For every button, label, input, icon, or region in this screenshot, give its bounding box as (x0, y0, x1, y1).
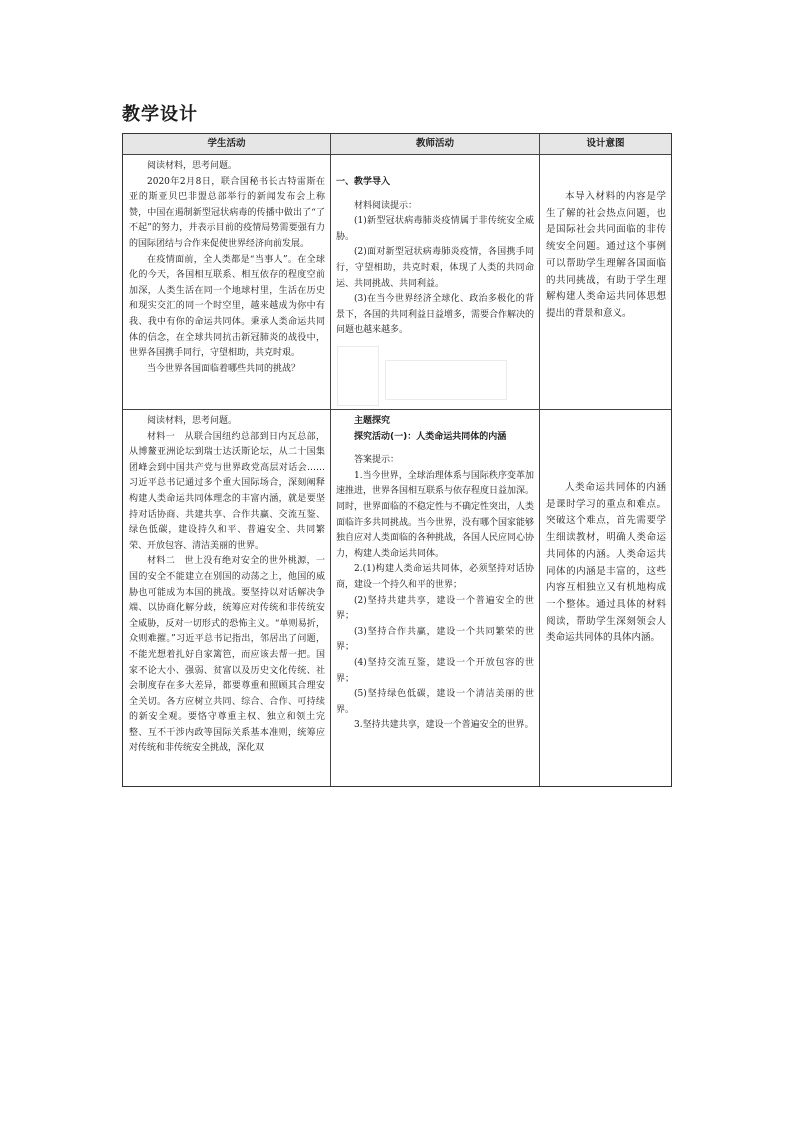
column-divider (330, 134, 331, 786)
row1-teacher-cell (336, 175, 534, 339)
row1-design-cell (546, 189, 666, 323)
header-design: 设计意图 (540, 134, 671, 154)
section-heading: 一、教学导入 (336, 177, 391, 187)
teacher-paragraph: (1)新型冠状病毒肺炎疫情属于非传统安全威胁。 (336, 216, 534, 242)
student-paragraph: 在疫情面前，全人类都是“当事人”。在全球化的今天，各国相互联系、相互依存的程度空前加深，人类生活在同一个地球村里，生活在历史和现实交汇的同一个时空里，越来越成为你中有我、我中有你的命运共同体。秉承人类命运共同体的信念，在全球共同抗击新冠肺炎的战役中，世界各国携手同行，守望相助，共克时艰。 (129, 254, 325, 359)
teacher-paragraph: (4)坚持交流互鉴，建设一个开放包容的世界； (336, 657, 534, 684)
teacher-paragraph: 3.坚持共建共享，建设一个普遍安全的世界。 (354, 720, 534, 731)
column-divider (539, 134, 540, 786)
header-teacher: 教师活动 (331, 134, 539, 154)
section-heading: 主题探究 (354, 416, 391, 426)
header-student: 学生活动 (123, 134, 330, 154)
teacher-paragraph: (2)坚持共建共享，建设一个普遍安全的世界； (336, 595, 534, 622)
design-intent-text: 本导入材料的内容是学生了解的社会热点问题，也是国际社会共同面临的非传统安全问题。通过这个事例可以帮助学生理解各国面临的共同挑战，有助于学生理解构建人类命运共同体思想提出的背景和意义。 (546, 191, 666, 319)
teacher-paragraph: 答案提示： (354, 455, 400, 466)
student-paragraph: 材料一 从联合国纽约总部到日内瓦总部，从博鳌亚洲论坛到瑞士达沃斯论坛，从二十国集团峰会到中国共产党与世界政党高层对话会……习近平总书记通过多个重大国际场合，深刻阐释构建人类命运共同体理念的丰富内涵，就是要坚持对话协商、共建共享、合作共赢、交流互鉴、绿色低碳，建设持久和平、普遍安全、共同繁荣、开放包容、清洁美丽的世界。 (129, 431, 325, 551)
bleed-through-mark (385, 360, 507, 400)
header-divider (123, 154, 671, 155)
student-paragraph: 阅读材料，思考问题。 (147, 161, 238, 171)
design-intent-text: 人类命运共同体的内涵是课时学习的重点和难点。突破这个难点，首先需要学生细读教材，明确人类命运共同体的内涵。人类命运共同体的内涵是丰富的，这些内容互相独立又有机地构成一个整体。通过具体的材料阅读，帮助学生深刻领会人类命运共同体的具体内涵。 (546, 482, 666, 644)
bleed-through-mark (337, 346, 379, 406)
row2-student-cell (129, 414, 325, 757)
lesson-design-table (122, 133, 672, 787)
row1-student-cell (129, 159, 325, 377)
row2-teacher-cell (336, 414, 534, 734)
student-paragraph: 阅读材料，思考问题。 (147, 416, 238, 426)
teacher-paragraph: 材料阅读提示： (354, 200, 418, 211)
teacher-paragraph: (3)坚持合作共赢，建设一个共同繁荣的世界； (336, 626, 534, 653)
teacher-paragraph: 2.(1)构建人类命运共同体，必须坚持对话协商，建设一个持久和平的世界； (336, 564, 534, 590)
row2-design-cell (546, 480, 666, 647)
student-paragraph: 材料二 世上没有绝对安全的世外桃源，一国的安全不能建立在别国的动荡之上，他国的威胁也可能成为本国的挑战。要坚持以对话解决争端、以协商化解分歧，统筹应对传统和非传统安全威胁，反对一切形式的恐怖主义。“单则易折，众则难摧。”习近平总书记指出，邻居出了问题，不能光想着扎好自家篱笆，而应该去帮一把。国家不论大小、强弱、贫富以及历史文化传统、社会制度存在多大差异，都要尊重和照顾其合理安全关切。各方应树立共同、综合、合作、可持续的新安全观。要恪守尊重主权、独立和领土完整、互不干涉内政等国际关系基本准则，统筹应对传统和非传统安全挑战，深化双 (129, 556, 325, 754)
row-divider (123, 409, 671, 410)
student-paragraph: 当今世界各国面临着哪些共同的挑战？ (147, 363, 301, 374)
teacher-paragraph: (2)面对新型冠状病毒肺炎疫情，各国携手同行，守望相助，共克时艰，体现了人类的共同命运、共同挑战、共同利益。 (336, 247, 534, 289)
teacher-paragraph: 1.当今世界，全球治理体系与国际秩序变革加速推进，世界各国相互联系与依存程度日益加深。同时，世界面临的不稳定性与不确定性突出，人类面临许多共同挑战。当今世界，没有哪个国家能够独自应对人类面临的各种挑战，各国人民应同心协力，构建人类命运共同体。 (336, 470, 535, 559)
activity-heading: 探究活动(一)：人类命运共同体的内涵 (354, 431, 507, 442)
teacher-paragraph: (3)在当今世界经济全球化、政治多极化的背景下，各国的共同利益日益增多，需要合作解决的问题也越来越多。 (336, 294, 535, 336)
student-paragraph: 2020年2月8日，联合国秘书长古特雷斯在亚的斯亚贝巴非盟总部举行的新闻发布会上称赞，中国在遏制新型冠状病毒的传播中做出了“了不起”的努力，并表示目前的疫情局势需要强有力的国际团结与合作来促使世界经济向前发展。 (129, 176, 325, 249)
page-title: 教学设计 (122, 104, 198, 125)
teacher-paragraph: (5)坚持绿色低碳，建设一个清洁美丽的世界。 (336, 689, 534, 715)
